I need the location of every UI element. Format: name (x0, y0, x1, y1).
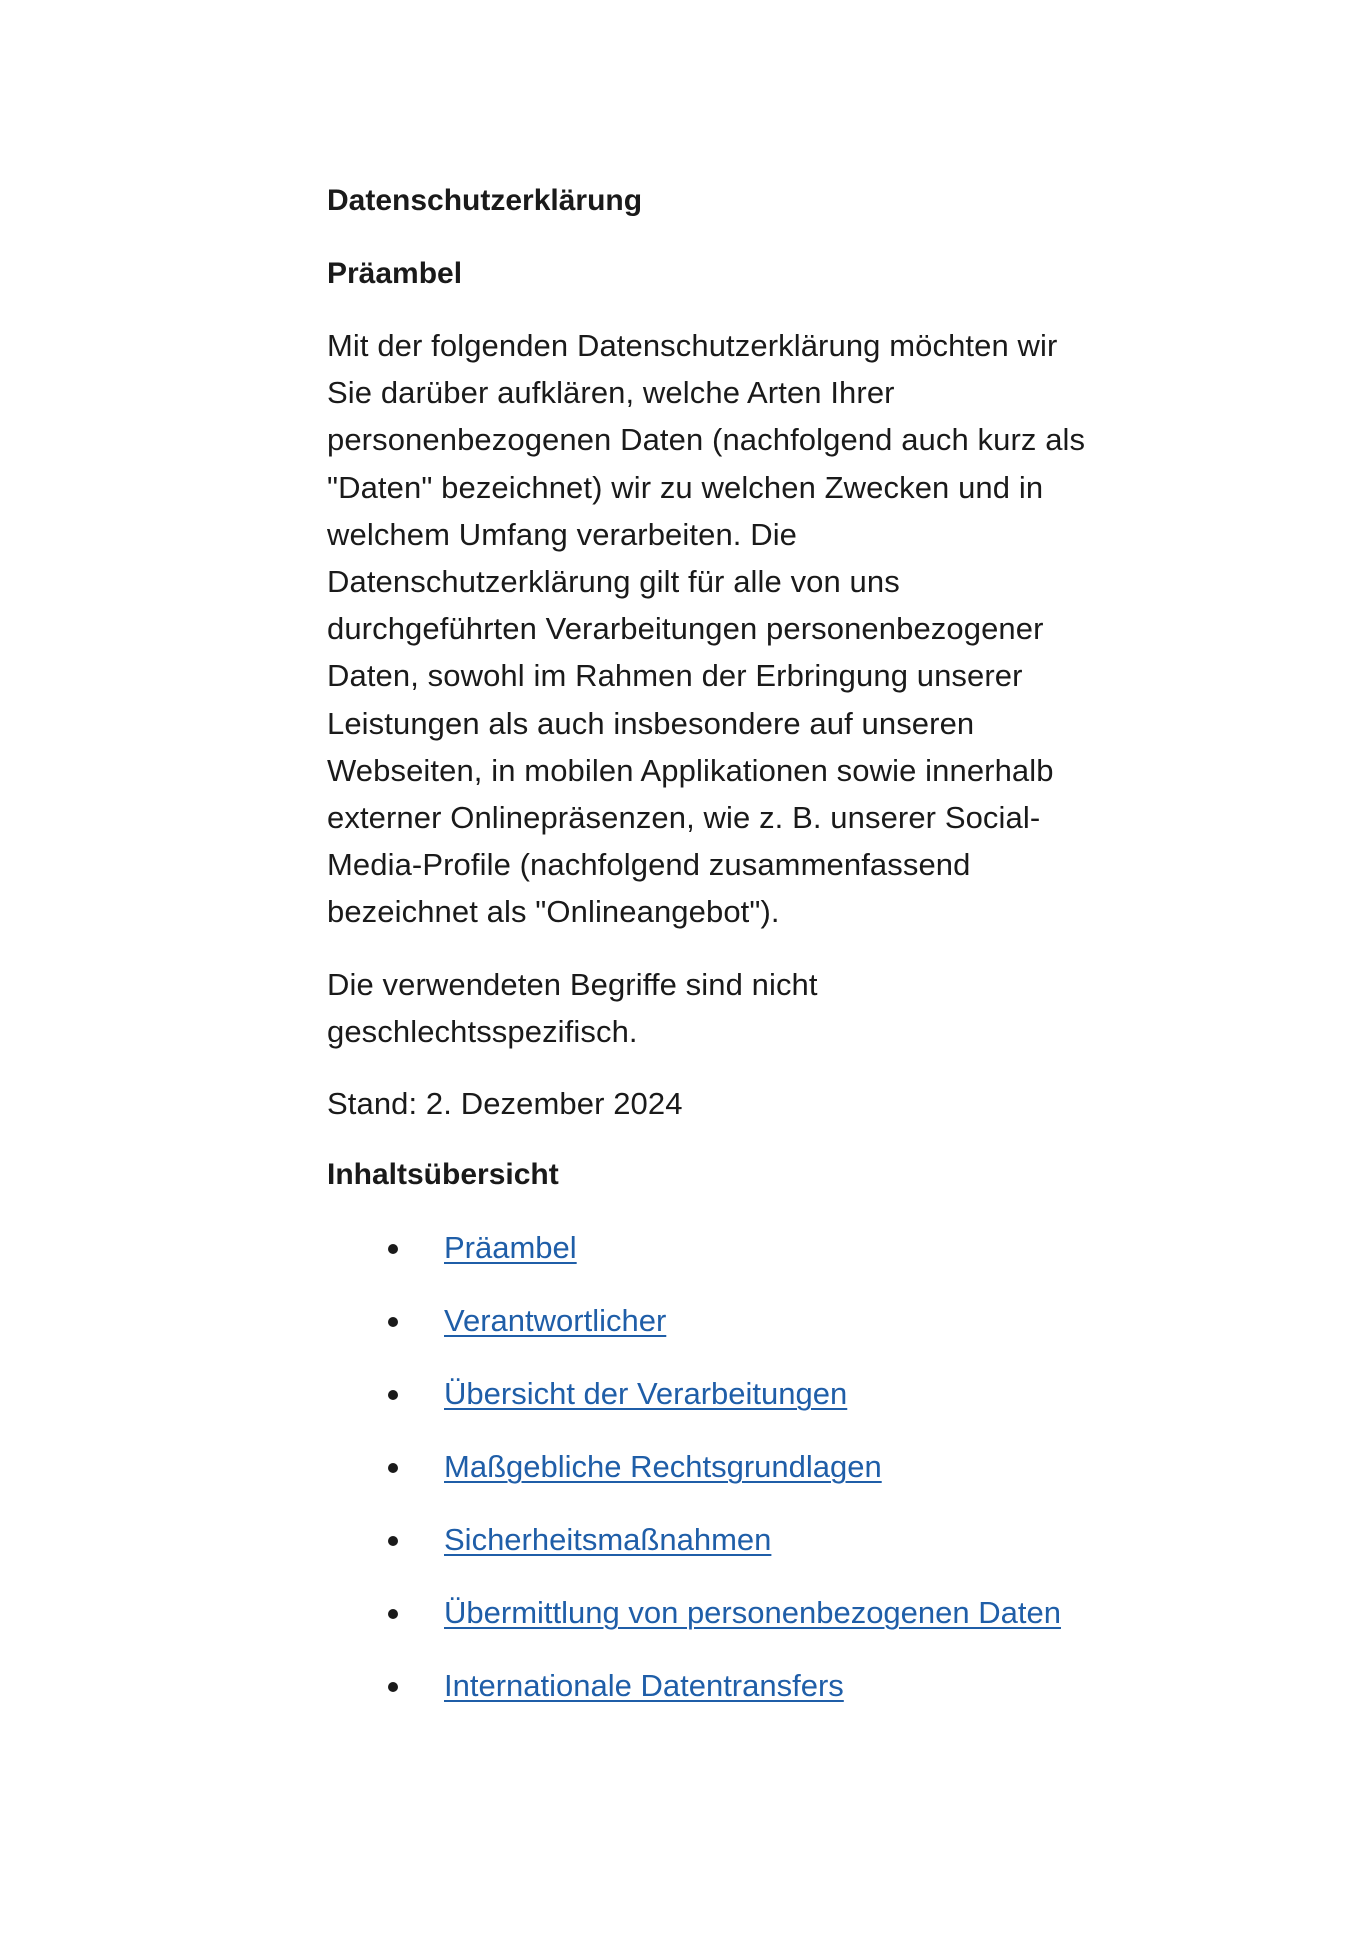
date-line: Stand: 2. Dezember 2024 (327, 1086, 683, 1122)
toc-link-internationale-datentransfers[interactable]: Internationale Datentransfers (444, 1668, 844, 1704)
bullet-icon (388, 1463, 398, 1473)
gender-note-paragraph (327, 961, 1147, 1055)
preamble-line: personenbezogenen Daten (nachfolgend auch kurz als (327, 422, 1086, 458)
toc-link-uebersicht-verarbeitungen[interactable]: Übersicht der Verarbeitungen (444, 1376, 848, 1412)
document-title: Datenschutzerklärung (327, 184, 643, 217)
gender-note-line: geschlechtsspezifisch. (327, 1013, 638, 1049)
preamble-paragraph (327, 322, 1147, 936)
toc-heading: Inhaltsübersicht (327, 1158, 559, 1192)
preamble-line: Sie darüber aufklären, welche Arten Ihrer (327, 375, 895, 411)
document-page (327, 178, 1147, 1736)
toc-item (327, 1225, 1147, 1271)
preamble-heading: Präambel (327, 257, 463, 290)
preamble-line: Leistungen als auch insbesondere auf unseren (327, 705, 975, 741)
gender-note-line: Die verwendeten Begriffe sind nicht (327, 966, 818, 1002)
preamble-line: Datenschutzerklärung gilt für alle von uns (327, 564, 900, 600)
preamble-line: Daten, sowohl im Rahmen der Erbringung unserer (327, 658, 1023, 694)
preamble-line: Media-Profile (nachfolgend zusammenfassend (327, 847, 971, 883)
bullet-icon (388, 1390, 398, 1400)
preamble-line: externer Onlinepräsenzen, wie z. B. unserer Social- (327, 800, 1041, 836)
preamble-line: "Daten" bezeichnet) wir zu welchen Zwecken und in (327, 469, 1044, 505)
toc-item (327, 1371, 1147, 1417)
toc-item (327, 1663, 1147, 1709)
preamble-line: welchem Umfang verarbeiten. Die (327, 516, 798, 552)
bullet-icon (388, 1317, 398, 1327)
toc-item (327, 1590, 1147, 1636)
bullet-icon (388, 1609, 398, 1619)
bullet-icon (388, 1244, 398, 1254)
toc-link-sicherheitsmassnahmen[interactable]: Sicherheitsmaßnahmen (444, 1522, 772, 1558)
bullet-icon (388, 1682, 398, 1692)
toc-link-rechtsgrundlagen[interactable]: Maßgebliche Rechtsgrundlagen (444, 1449, 882, 1485)
toc-item (327, 1444, 1147, 1490)
toc-item (327, 1298, 1147, 1344)
toc-list (327, 1225, 1147, 1709)
preamble-line: Webseiten, in mobilen Applikationen sowie innerhalb (327, 752, 1054, 788)
preamble-line: Mit der folgenden Datenschutzerklärung möchten wir (327, 328, 1058, 363)
toc-item (327, 1517, 1147, 1563)
toc-link-uebermittlung-daten[interactable]: Übermittlung von personenbezogenen Daten (444, 1595, 1061, 1631)
preamble-line: bezeichnet als "Onlineangebot"). (327, 894, 780, 930)
toc-link-praeambel[interactable]: Präambel (444, 1230, 577, 1266)
toc-link-verantwortlicher[interactable]: Verantwortlicher (444, 1303, 667, 1339)
preamble-line: durchgeführten Verarbeitungen personenbezogener (327, 611, 1044, 647)
bullet-icon (388, 1536, 398, 1546)
